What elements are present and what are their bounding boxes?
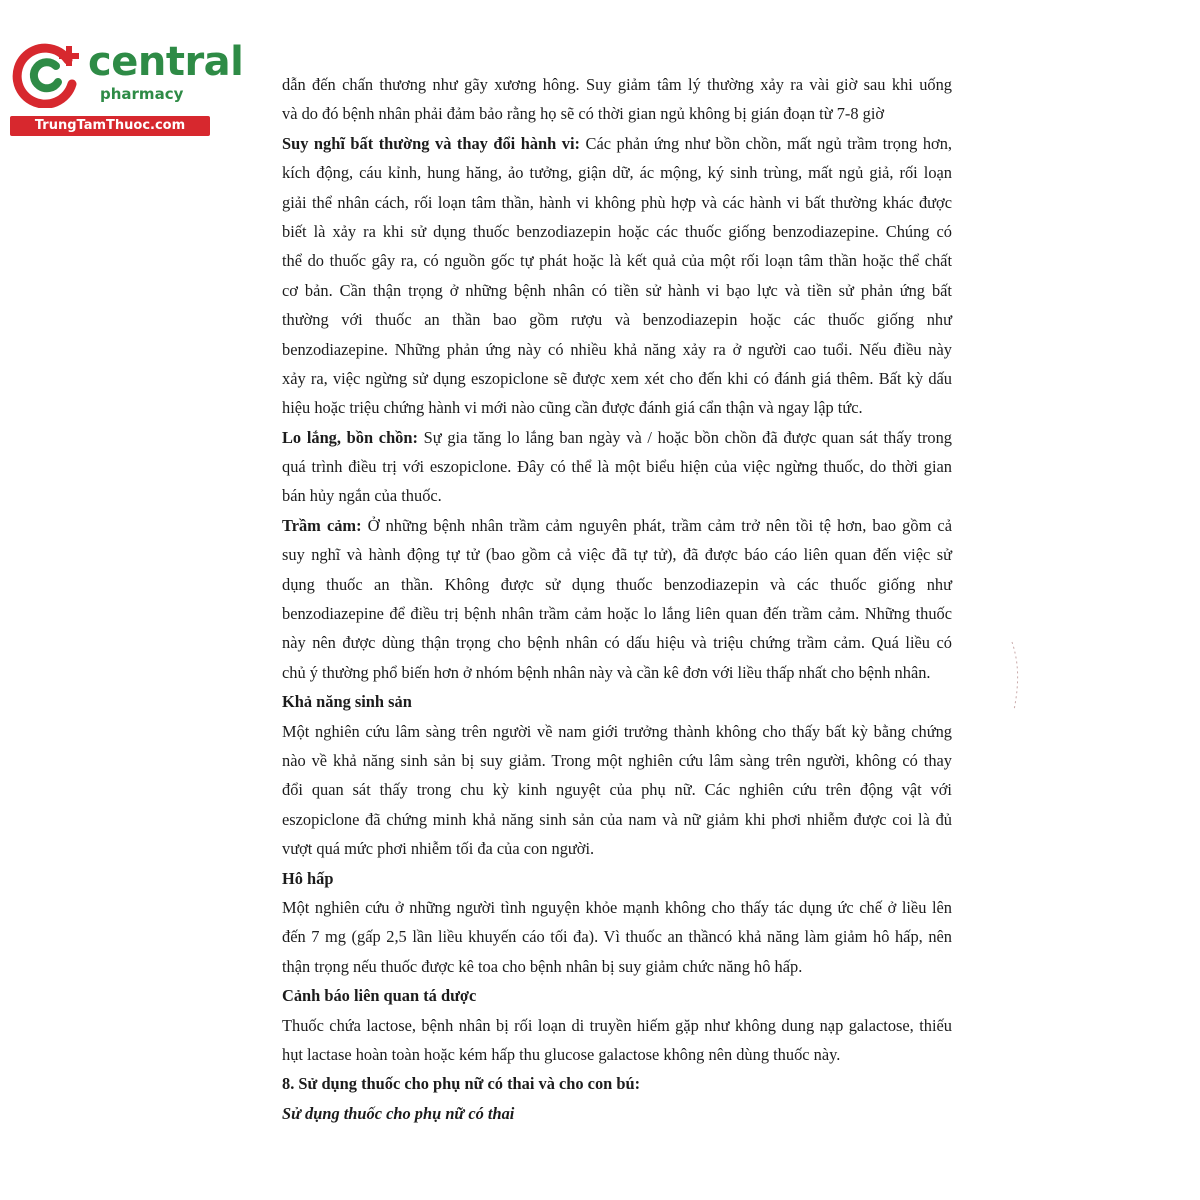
paragraph-start bbox=[282, 511, 952, 540]
pharmacy-cross-icon bbox=[12, 38, 84, 108]
text-line: benzodiazepine. Những phản ứng này có nhiều khả năng xảy ra ở người cao tuổi. Nếu điều này bbox=[282, 339, 952, 359]
text-line: vượt quá mức phơi nhiễm tối đa của con người. bbox=[282, 839, 595, 859]
text-line: giải thể nhân cách, rối loạn tâm thần, hành vi không phù hợp và các hành vi bất thường khác được bbox=[282, 192, 952, 212]
section-heading: Trầm cảm: bbox=[282, 515, 362, 535]
text-line: kích động, cáu kỉnh, hung hăng, ảo tưởng, giận dữ, ác mộng, ký sinh trùng, mất ngủ giả, rối loạn bbox=[282, 163, 952, 183]
subsection-heading: Sử dụng thuốc cho phụ nữ có thai bbox=[282, 1103, 515, 1123]
text-line: này nên được dùng thận trọng cho bệnh nhân có dấu hiệu và triệu chứng trầm cảm. Quá liều có bbox=[282, 633, 952, 653]
text-line: quá trình điều trị với eszopiclone. Đây có thể là một biểu hiện của việc ngừng thuốc, do thời gian bbox=[282, 457, 952, 477]
central-pharmacy-logo bbox=[10, 34, 244, 136]
text-line: và do đó bệnh nhân phải đảm bảo rằng họ sẽ có thời gian ngủ không bị gián đoạn từ 7-8 giờ bbox=[282, 104, 885, 124]
text-line: Thuốc chứa lactose, bệnh nhân bị rối loạn di truyền hiếm gặp như không dung nạp galactose, thiếu bbox=[282, 1015, 952, 1035]
text-line: suy nghĩ và hành động tự tử (bao gồm cả việc đã tự tử), đã được báo cáo liên quan đến việc sử bbox=[282, 545, 952, 565]
section-heading: Cảnh báo liên quan tá dược bbox=[282, 986, 477, 1006]
text-line: biết là xảy ra khi sử dụng thuốc benzodiazepin hoặc các thuốc giống benzodiazepine. Chúng có bbox=[282, 221, 952, 241]
text-line: cơ bản. Cần thận trọng ở những bệnh nhân có tiền sử hành vi bạo lực và tiền sử phản ứng bất bbox=[282, 280, 952, 300]
section-heading: Lo lắng, bồn chồn: bbox=[282, 427, 418, 447]
text-line: hụt lactase hoàn toàn hoặc kém hấp thu glucose galactose không nên dùng thuốc này. bbox=[282, 1044, 841, 1064]
text-line: thường với thuốc an thần bao gồm rượu và benzodiazepin hoặc các thuốc giống như bbox=[282, 310, 952, 330]
scan-mark bbox=[1006, 640, 1022, 712]
text-line: dẫn đến chấn thương như gãy xương hông. Suy giảm tâm lý thường xảy ra vài giờ sau khi uống bbox=[282, 75, 952, 94]
text-line: đến 7 mg (gấp 2,5 lần liều khuyến cáo tối đa). Vì thuốc an thầncó khả năng làm giảm hô hấp, nên bbox=[282, 927, 952, 947]
text-line: bán hủy ngắn của thuốc. bbox=[282, 486, 442, 506]
section-heading: Suy nghĩ bất thường và thay đổi hành vi: bbox=[282, 133, 581, 153]
text-run: Sự gia tăng lo lắng ban ngày và / hoặc bồn chồn đã được quan sát thấy trong bbox=[423, 427, 953, 447]
text-line: chủ ý thường phổ biến hơn ở nhóm bệnh nhân này và cần kê đơn với liều thấp nhất cho bệnh nhân. bbox=[282, 662, 931, 682]
text-line: Một nghiên cứu ở những người tình nguyện khỏe mạnh không cho thấy tác dụng ức chế ở liều lên bbox=[282, 897, 952, 917]
logo-wordmark: central bbox=[88, 39, 244, 85]
text-run: Ở những bệnh nhân trầm cảm nguyên phát, trầm cảm trở nên tồi tệ hơn, bao gồm cả bbox=[367, 515, 952, 535]
document-body bbox=[282, 70, 952, 1128]
text-line: benzodiazepine để điều trị bệnh nhân trầm cảm hoặc lo lắng liên quan đến trầm cảm. Những thuốc bbox=[282, 604, 952, 624]
text-run: Các phản ứng như bồn chồn, mất ngủ trầm trọng hơn, bbox=[585, 133, 952, 153]
logo-url-badge: TrungTamThuoc.com bbox=[10, 116, 210, 136]
text-line: đổi quan sát thấy trong chu kỳ kinh nguyệt của phụ nữ. Các nghiên cứu trên động vật với bbox=[282, 780, 952, 800]
text-line: nào về khả năng sinh sản bị suy giảm. Trong một nghiên cứu lâm sàng trên người, không có thay bbox=[282, 750, 952, 770]
text-line: eszopiclone đã chứng minh khả năng sinh sản của nam và nữ giảm khi phơi nhiễm được coi là đủ bbox=[282, 809, 952, 829]
text-line: dụng thuốc an thần. Không được sử dụng thuốc benzodiazepin và các thuốc giống như bbox=[282, 574, 952, 594]
paragraph-start bbox=[282, 129, 952, 158]
section-heading: Khả năng sinh sản bbox=[282, 692, 412, 712]
text-line: xảy ra, việc ngừng sử dụng eszopiclone sẽ được xem xét cho đến khi có đánh giá thêm. Bất kỳ dấu bbox=[282, 368, 952, 388]
text-line: hiệu hoặc triệu chứng hành vi mới nào cũng cần được đánh giá cẩn thận và ngay lập tức. bbox=[282, 398, 863, 418]
text-line: Một nghiên cứu lâm sàng trên người về nam giới trưởng thành không cho thấy bất kỳ bằng chứng bbox=[282, 721, 952, 741]
section-heading: Hô hấp bbox=[282, 868, 334, 888]
logo-subtitle: pharmacy bbox=[100, 85, 184, 103]
text-line: thể do thuốc gây ra, có nguồn gốc tự phát hoặc là kết quả của một rối loạn tâm thần hoặc thể chất bbox=[282, 251, 952, 271]
paragraph-start bbox=[282, 423, 952, 452]
section-heading: 8. Sử dụng thuốc cho phụ nữ có thai và cho con bú: bbox=[282, 1074, 641, 1094]
text-line: thận trọng nếu thuốc được kê toa cho bệnh nhân bị suy giảm chức năng hô hấp. bbox=[282, 956, 803, 976]
